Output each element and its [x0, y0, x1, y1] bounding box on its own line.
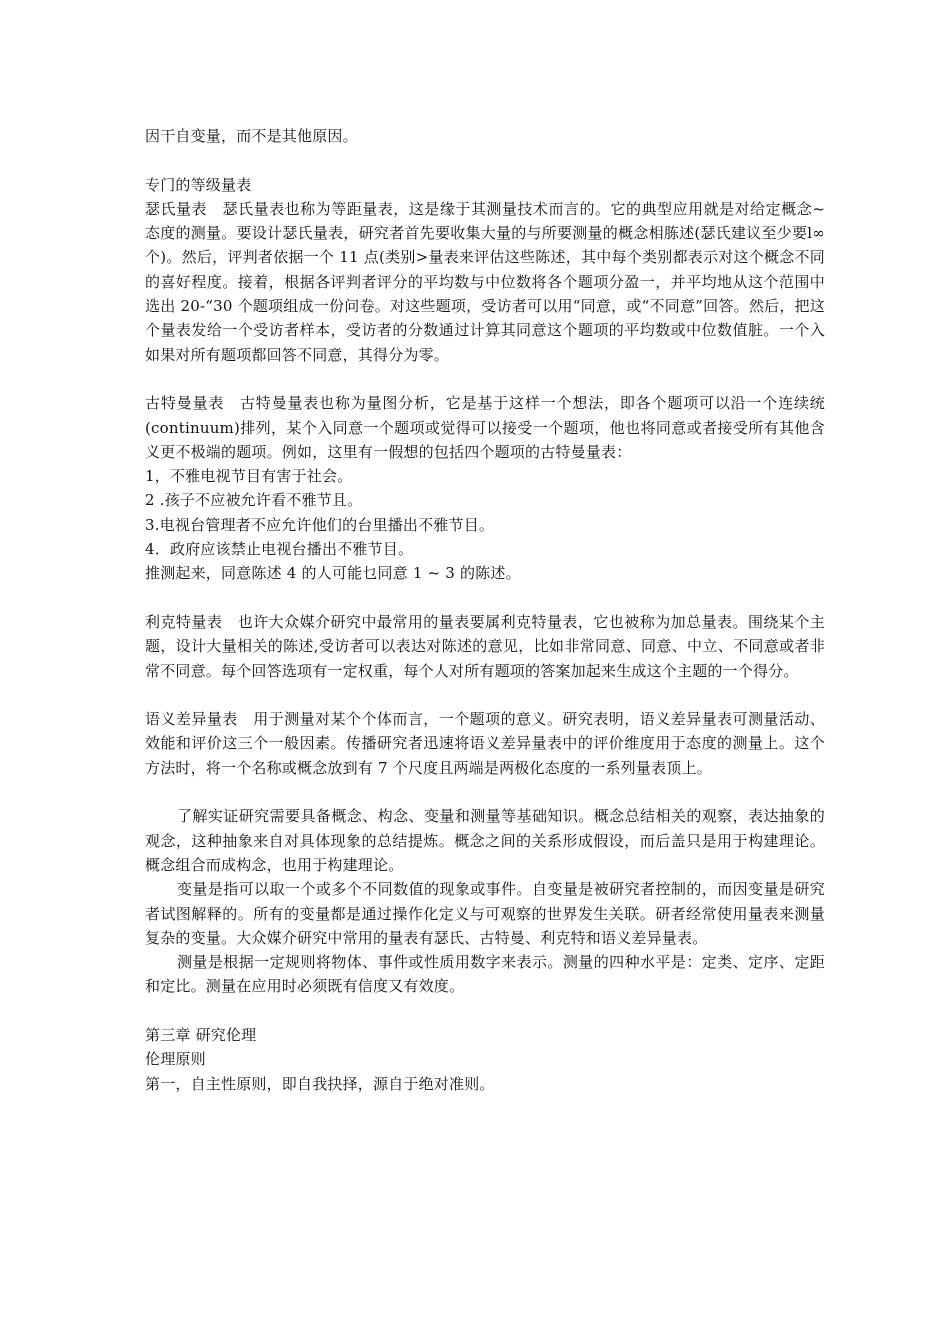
spacer	[145, 367, 825, 391]
chapter-title: 第三章 研究伦理	[145, 1025, 257, 1044]
guttman-item-4: 4．政府应该禁止电视台播出不雅节目。	[145, 540, 414, 559]
guttman-item-1: 1，不雅电视节目有害于社会。	[145, 467, 353, 486]
paragraph-guttman-scale: 古特曼量表 古特曼量表也称为量图分析，它是基于这样一个想法，即各个题项可以沿一个连续统(continuum)排列，某个入同意一个题项或觉得可以接受一个题项，他也将同意或者接受所有其他含义更不极端的题项。例如，这里有一假想的包括四个题项的古特曼量表：	[145, 394, 825, 461]
paragraph-intro: 因干自变量，而不是其他原因。	[145, 127, 358, 145]
paragraph-summary-measurement: 测量是根据一定规则将物体、事件或性质用数字来表示。测量的四种水平是：定类、定序、定距和定比。测量在应用时必须既有信度又有效度。	[145, 953, 825, 996]
spacer	[145, 148, 825, 172]
section-title: 伦理原则	[145, 1050, 206, 1069]
paragraph-semantic-differential: 语义差异量表 用于测量对某个个体而言，一个题项的意义。研究表明，语义差异量表可测量活动、效能和评价这三个一般因素。传播研究者迅速将语义差异量表中的评价维度用于态度的测量上。这个方法时，将一个名称或概念放到有 7 个尺度且两端是两极化态度的一系列量表顶上。	[145, 710, 825, 777]
paragraph-guttman-inference: 推测起来，同意陈述 4 的人可能乜同意 1 ~ 3 的陈述。	[145, 564, 521, 583]
spacer	[145, 780, 825, 804]
paragraph-principle-autonomy: 第一，自主性原则，即自我抉择，源自于绝对准则。	[145, 1074, 495, 1093]
guttman-item-2: 2 .孩子不应被允许看不雅节且。	[145, 491, 363, 510]
spacer	[145, 999, 825, 1023]
spacer	[145, 683, 825, 707]
heading-special-scales: 专门的等级量表	[145, 175, 252, 194]
paragraph-thurstone-scale: 瑟氏量表 瑟氏量表也称为等距量表，这是缘于其测量技术而言的。它的典型应用就是对给定概念~态度的测量。要设计瑟氏量表，研究者首先要收集大量的与所要测量的概念相胨述(瑟氏建议至少要l∞个)。然后，评判者依据一个 11 点(类别>量表来评估这些陈述，其中每个类别都表示对这个概念不同的喜好程度。接着，根据各评判者评分的平均数与中位数将各个题项分盈一，并平均地从这个范围中选出 20-“30 个题项组成一份问卷。对这些题项，受访者可以用“同意，或“不同意”回答。然后，把这个量表发给一个受访者样本，受访者的分数通过计算其同意这个题项的平均数或中位数值脏。一个入如果对所有题项都回答不同意，其得分为零。	[145, 199, 825, 364]
paragraph-summary-concepts: 了解实证研究需要具备概念、构念、变量和测量等基础知识。概念总结相关的观察，表达抽象的观念，这种抽象来自对具体现象的总结提炼。概念之间的关系形成假设，而后盖只是用于构建理论。概念组合而成构念，也用于构建理论。	[145, 807, 825, 874]
paragraph-likert-scale: 利克特量表 也许大众媒介研究中最常用的量表要属利克特量表，它也被称为加总量表。围绕某个主题，设计大量相关的陈述,受访者可以表达对陈述的意见，比如非常同意、同意、中立、不同意或者非常不同意。每个回答选项有一定权重，每个人对所有题项的答案加起来生成这个主题的一个得分。	[145, 612, 825, 680]
paragraph-summary-variables: 变量是指可以取一个或多个不同数值的现象或事件。自变量是被研究者控制的，而因变量是研究者试图解释的。所有的变量都是通过操作化定义与可观察的世界发生关联。研者经常使用量表来测量复杂的变量。大众媒介研究中常用的量表有瑟氏、古特曼、利克特和语义差异量表。	[145, 880, 825, 947]
document-body	[145, 124, 825, 1096]
spacer	[145, 586, 825, 610]
guttman-item-3: 3.电视台管理者不应允许他们的台里播出不雅节目。	[145, 515, 495, 534]
